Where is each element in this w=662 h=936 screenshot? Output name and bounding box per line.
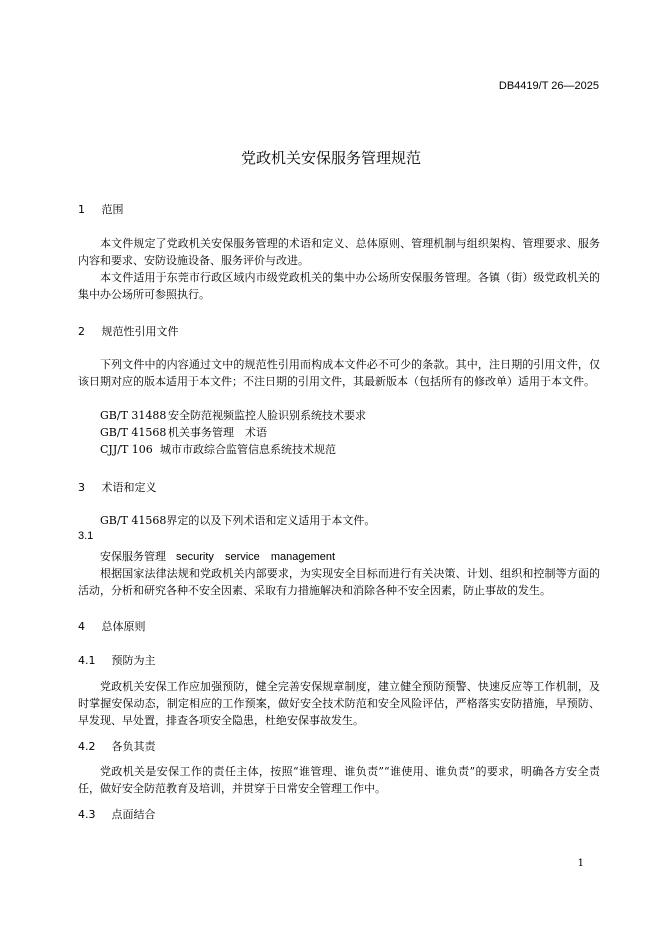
document-title: 党政机关安保服务管理规范: [240, 149, 421, 167]
term-definition: 根据国家法律法规和党政机关内部要求，为实现安全目标而进行有关决策、计划、组织和控制等方面的活动，分析和研究各种不安全因素、采取有力措施解决和消除各种不安全因素，防止事故的发生。: [78, 567, 600, 597]
section-1-heading: [78, 201, 124, 217]
subsection-title: 点面结合: [111, 808, 156, 821]
subsection-number: 4.1: [78, 654, 96, 667]
subsection-title: 预防为主: [111, 654, 156, 667]
section-1-para-2: 本文件适用于东莞市行政区域内市级党政机关的集中办公场所安保服务管理。各镇（街）级党政机关的集中办公场所可参照执行。: [78, 271, 600, 301]
reference-item: [100, 424, 267, 441]
subsection-4-1-para: 党政机关安保工作应加强预防，健全完善安保规章制度，建立健全预防预警、快速反应等工作机制，及时掌握安保动态，制定相应的工作预案，做好安全技术防范和安全风险评估，严格落实安防措施，早预防、早发现、早处置，排查各项安全隐患，杜绝安保事故发生。: [78, 680, 600, 727]
reference-code: GB/T 31488: [100, 409, 167, 422]
standard-code: DB4419/T 26—2025: [498, 80, 599, 92]
section-number: 4: [78, 620, 85, 633]
reference-name: 安全防范视频监控人脸识别系统技术要求: [168, 409, 366, 422]
subsection-title: 各负其责: [111, 740, 156, 753]
term-english: security service management: [176, 551, 336, 563]
section-number: 2: [78, 325, 85, 338]
section-title: 规范性引用文件: [101, 325, 179, 338]
term-entry: [100, 548, 335, 564]
reference-item: [100, 407, 366, 424]
subsection-4-2-para: 党政机关是安保工作的责任主体，按照“谁管理、谁负责”“谁使用、谁负责”的要求，明确各方安全责任，做好安全防范教育及培训，并贯穿于日常安全管理工作中。: [78, 765, 600, 795]
subsection-4-2-heading: [78, 738, 156, 754]
section-3-para: GB/T 41568界定的以及下列术语和定义适用于本文件。: [100, 514, 376, 527]
section-title: 总体原则: [101, 620, 146, 633]
page-number: 1: [577, 858, 584, 869]
subsection-number: 4.3: [78, 808, 96, 821]
section-title: 范围: [101, 203, 124, 216]
section-2-heading: [78, 323, 179, 339]
term-number: 3.1: [78, 530, 94, 542]
subsection-number: 4.2: [78, 740, 96, 753]
section-3-heading: [78, 479, 157, 495]
subsection-4-3-heading: [78, 806, 156, 822]
reference-code: GB/T 41568: [100, 426, 167, 439]
section-title: 术语和定义: [101, 481, 157, 494]
section-number: 1: [78, 203, 85, 216]
subsection-4-1-heading: [78, 652, 156, 668]
section-number: 3: [78, 481, 85, 494]
reference-name: 机关事务管理 术语: [168, 426, 267, 439]
reference-item: [100, 441, 336, 458]
reference-name: 城市市政综合监管信息系统技术规范: [160, 443, 336, 456]
section-4-heading: [78, 618, 146, 634]
reference-code: CJJ/T 106: [100, 443, 153, 456]
section-1-para-1: 本文件规定了党政机关安保服务管理的术语和定义、总体原则、管理机制与组织架构、管理要求、服务内容和要求、安防设施设备、服务评价与改进。: [78, 237, 600, 267]
term-chinese: 安保服务管理: [100, 550, 166, 563]
section-2-para: 下列文件中的内容通过文中的规范性引用而构成本文件必不可少的条款。其中，注日期的引用文件，仅该日期对应的版本适用于本文件；不注日期的引用文件，其最新版本（包括所有的修改单）适用于本文件。: [78, 358, 600, 388]
